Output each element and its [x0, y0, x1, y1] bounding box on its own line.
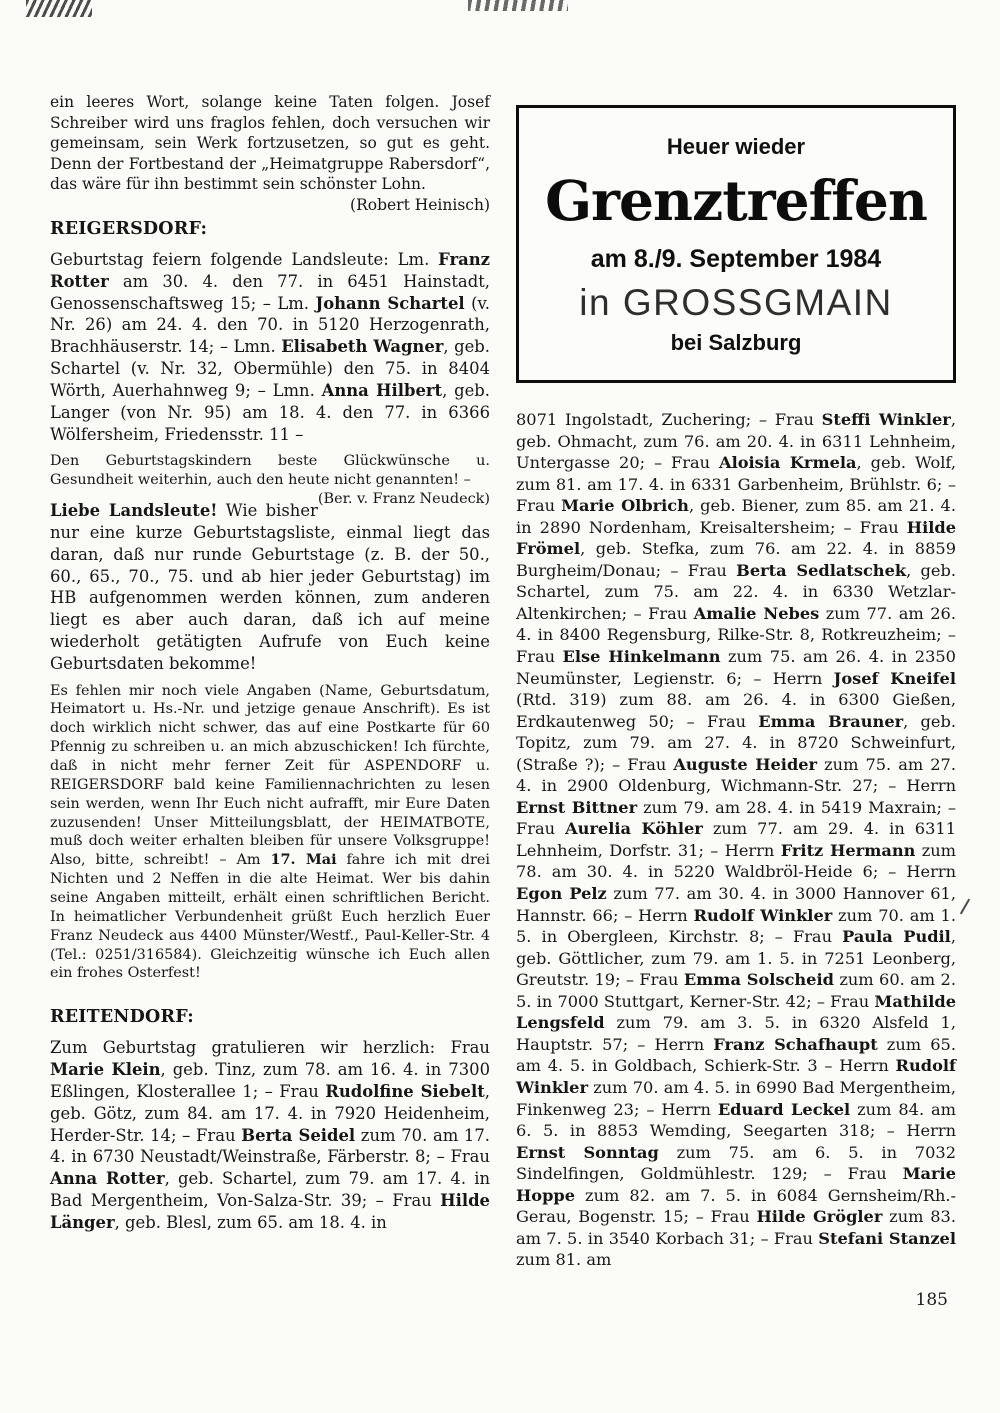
ad-heuer-wieder-line: Heuer wieder — [666, 134, 806, 159]
ad-location-line: in GROSSGMAIN — [579, 282, 893, 323]
appeal-paragraph: Es fehlen mir noch viele Angaben (Name, Geburtsdatum, Heimatort u. Hs.-Nr. und jetzige genaue Anschrift). Es ist doch wirklich nicht schwer, das auf eine Postkarte für 60 Pfennig zu schreiben u. an mich abzuschicken! Ich fürchte, daß in nicht mehr ferner Zeit für ASPENDORF u. REIGERSDORF bald keine Familiennachrichten zu lesen sein werden, wenn Ihr Euch nicht aufrafft, mir Eure Daten zuzusenden! Unser Mitteilungsblatt, der HEIMATBOTE, muß doch weiter erhalten bleiben für unsere Volksgruppe! Also, bitte, schreibt! – Am 17. Mai fahre ich mit drei Nichten und 2 Neffen in die alte Heimat. Wer bis dahin seine Angaben mitteilt, erhält einen schriftlichen Bericht. In heimatlicher Verbundenheit grüßt Euch herzlich Euer Franz Neudeck aus 4400 Münster/Westf., Paul-Keller-Str. 4 (Tel.: 0251/316584). Gleichzeitig wünsche ich Euch allen ein frohes Osterfest! — [50, 682, 490, 982]
scan-artifact — [468, 0, 568, 11]
two-column-layout — [50, 92, 956, 1271]
right-column-birthday-list: 8071 Ingolstadt, Zuchering; – Frau Steffi Winkler, geb. Ohmacht, zum 76. am 20. 4. in 6311 Lehnheim, Untergasse 20; – Frau Aloisia Krmela, geb. Wolf, zum 81. am 17. 4. in 6331 Garbenheim, Brühlstr. 6; – Frau Marie Olbrich, geb. Biener, zum 85. am 21. 4. in 2890 Nordenham, Kreisaltersheim; – Frau Hilde Frömel, geb. Stefka, zum 76. am 22. 4. in 8859 Burgheim/Donau; – Frau Berta Sedlatschek, geb. Schartel, zum 75. am 22. 4. in 6330 Wetzlar-Altenkirchen; – Frau Amalie Nebes zum 77. am 26. 4. in 8400 Regensburg, Rilke-Str. 8, Rotkreuzheim; – Frau Else Hinkelmann zum 75. am 26. 4. in 2350 Neumünster, Legienstr. 6; – Herrn Josef Kneifel (Rtd. 319) zum 88. am 26. 4. in 6300 Gießen, Erdkautenweg 50; – Frau Emma Brauner, geb. Topitz, zum 79. am 27. 4. in 8720 Schweinfurt, (Straße ?); – Frau Auguste Heider zum 75. am 27. 4. in 2900 Oldenburg, Wichmann-Str. 27; – Herrn Ernst Bittner zum 79. am 28. 4. in 5419 Maxrain; – Frau Aurelia Köhler zum 77. am 29. 4. in 6311 Lehnheim, Dorfstr. 31; – Herrn Fritz Hermann zum 78. am 30. 4. in 5220 Waldbröl-Heide 6; – Herrn Egon Pelz zum 77. am 30. 4. in 3000 Hannover 61, Hannstr. 66; – Herrn Rudolf Winkler zum 70. am 1. 5. in Obergleen, Kirchstr. 8; – Frau Paula Pudil, geb. Göttlicher, zum 79. am 1. 5. in 7251 Leonberg, Greutstr. 19; – Frau Emma Solscheid zum 60. am 2. 5. in 7000 Stuttgart, Kerner-Str. 42; – Frau Mathilde Lengsfeld zum 79. am 3. 5. in 6320 Alsfeld 1, Hauptstr. 57; – Herrn Franz Schafhaupt zum 65. am 4. 5. in Goldbach, Schierk-Str. 3 – Herrn Rudolf Winkler zum 70. am 4. 5. in 6990 Bad Mergentheim, Finkenweg 23; – Herrn Eduard Leckel zum 84. am 6. 5. in 8853 Wemding, Seegarten 318; – Herrn Ernst Sonntag zum 75. am 6. 5. in 7032 Sindelfingen, Goldmühlestr. 129; – Frau Marie Hoppe zum 82. am 7. 5. in 6084 Gernsheim/Rh.-Gerau, Bogenstr. 15; – Frau Hilde Grögler zum 83. am 7. 5. in 3540 Korbach 31; – Frau Stefani Stanzel zum 81. am — [516, 410, 957, 1270]
scan-artifact — [960, 899, 970, 915]
ad-grenztreffen-title: Grenztreffen — [545, 168, 927, 233]
right-column — [516, 92, 956, 1271]
page-number: 185 — [915, 1290, 948, 1310]
ad-sublocation-line: bei Salzburg — [670, 330, 802, 355]
scan-artifact — [26, 0, 92, 17]
section-heading-reitendorf: REITENDORF: — [50, 1007, 194, 1028]
grenztreffen-ad-box — [516, 105, 956, 383]
section-heading-reigersdorf: REIGERSDORF: — [50, 219, 208, 240]
reitendorf-birthday-list: Zum Geburtstag gratulieren wir herzlich: Frau Marie Klein, geb. Tinz, zum 78. am 16. 4. in 7300 Eßlingen, Klosterallee 1; – Frau Rudolfine Siebelt, geb. Götz, zum 84. am 17. 4. in 7920 Heidenheim, Herder-Str. 14; – Frau Berta Seidel zum 70. am 17. 4. in 6730 Neustadt/Weinstraße, Färberstr. 8; – Frau Anna Rotter, geb. Schartel, zum 79. am 17. 4. in Bad Mergentheim, Von-Salza-Str. 39; – Frau Hilde Länger, geb. Blesl, zum 65. am 18. 4. in — [50, 1038, 491, 1232]
ad-date-line: am 8./9. September 1984 — [590, 245, 882, 273]
reigersdorf-note: Den Geburtstagskindern beste Glückwünsche u. Gesundheit weiterhin, auch den heute nicht genannten! – (Ber. v. Franz Neudeck) — [50, 453, 490, 508]
intro-paragraph: ein leeres Wort, solange keine Taten folgen. Josef Schreiber wird uns fraglos fehlen, doch versuchen wir gemeinsam, sein Werk fortzusetzen, so gut es geht. Denn der Fortbestand der „Heimatgruppe Rabersdorf“, das wäre für ihn bestimmt sein schönster Lohn. (Robert Heinisch) — [50, 93, 490, 215]
liebe-landsleute-paragraph: Liebe Landsleute! Wie bisher nur eine kurze Geburtstagsliste, einmal liegt das daran, daß nur runde Geburtstage (z. B. der 50., 60., 65., 70., 75. und ab hier jeder Geburtstag) im HB aufgenommen werden können, zum anderen liegt es aber auch daran, daß ich auf meine wiederholt getätigten Aufrufe von Euch keine Geburtsdaten bekomme! — [50, 501, 490, 673]
reigersdorf-birthday-list: Geburtstag feiern folgende Landsleute: Lm. Franz Rotter am 30. 4. den 77. in 6451 Hainstadt, Genossenschaftsweg 15; – Lm. Johann Schartel (v. Nr. 26) am 24. 4. den 70. in 5120 Herzogenrath, Brachhäuserstr. 14; – Lmn. Elisabeth Wagner, geb. Schartel (v. Nr. 32, Obermühle) den 75. in 8404 Wörth, Auerhahnweg 9; – Lmn. Anna Hilbert, geb. Langer (von Nr. 95) am 18. 4. den 77. in 6366 Wölfersheim, Friedensstr. 11 – — [50, 250, 490, 444]
left-column — [50, 92, 490, 1271]
